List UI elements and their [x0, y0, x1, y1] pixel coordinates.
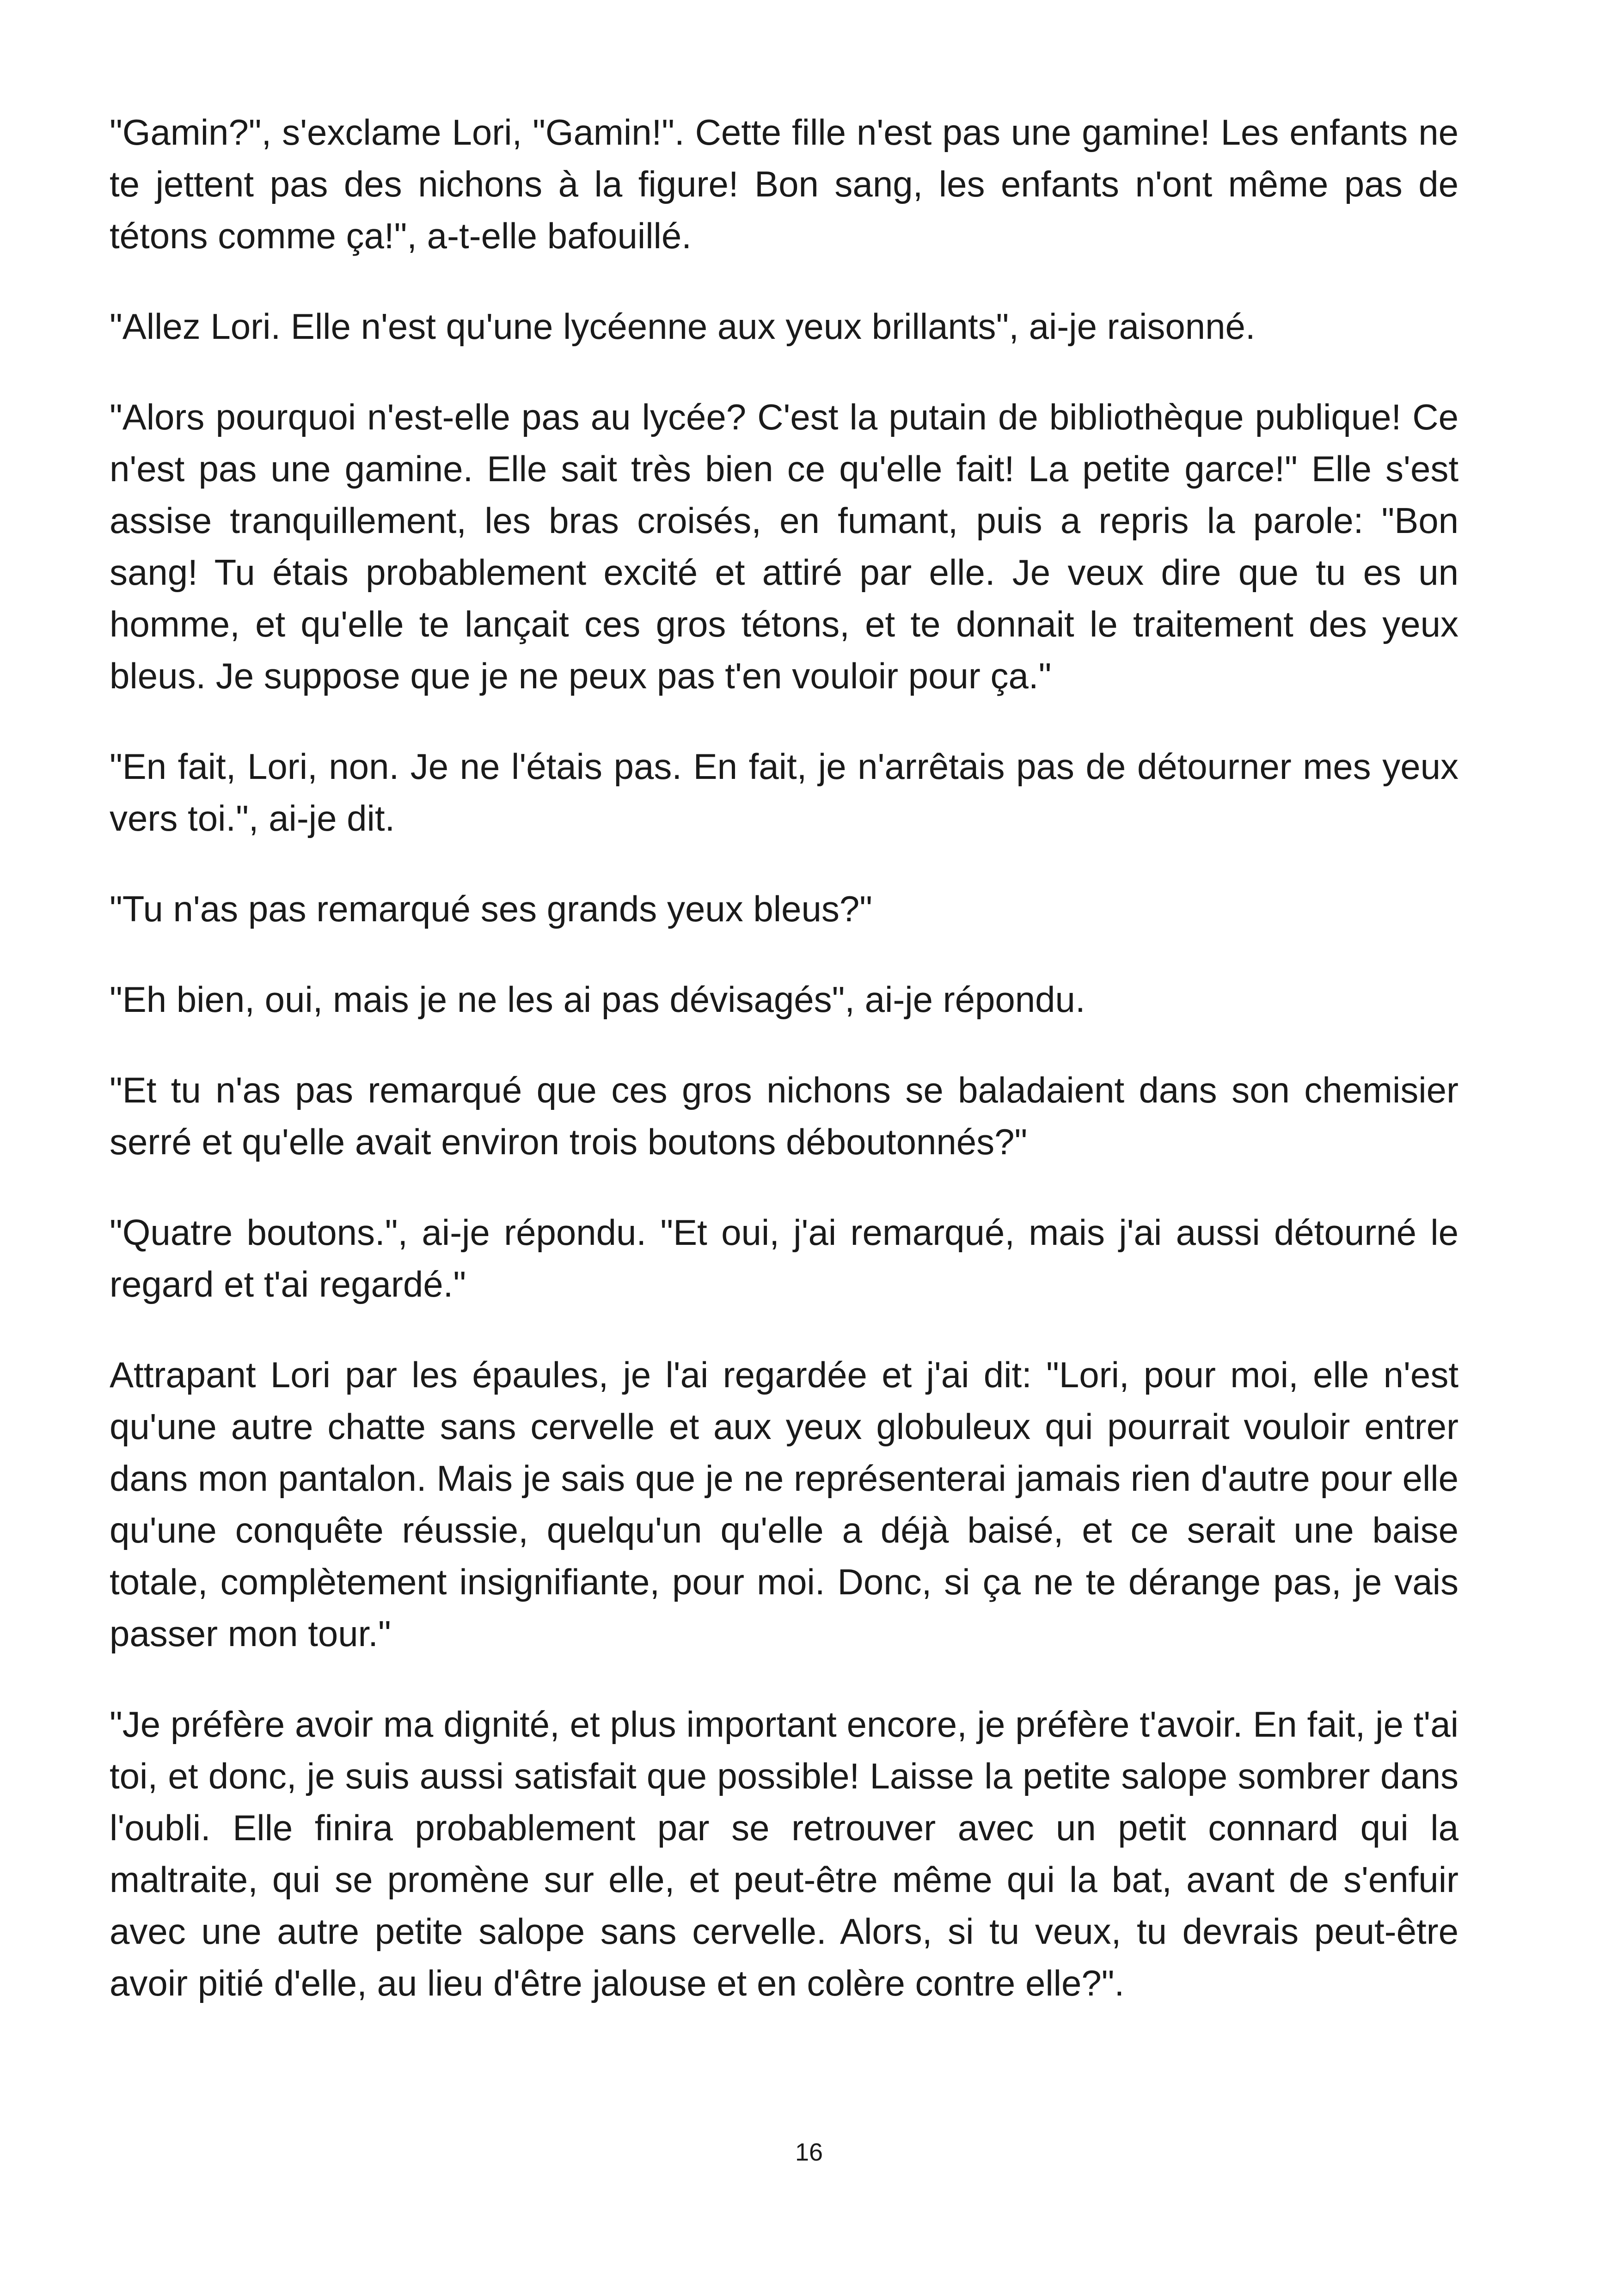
paragraph: "Allez Lori. Elle n'est qu'une lycéenne aux yeux brillants", ai-je raisonné.: [110, 306, 1256, 347]
paragraph: "Tu n'as pas remarqué ses grands yeux bleus?": [110, 888, 872, 929]
paragraph: Attrapant Lori par les épaules, je l'ai regardée et j'ai dit: "Lori, pour moi, elle n'est qu'une autre chatte sans cervelle et aux yeux globuleux qui pourrait vouloir entrer dans mon pantalon. Mais je sais que je ne représenterai jamais rien d'autre pour elle qu'une conquête réussie, quelqu'un qu'elle a déjà baisé, et ce serait une baise totale, complètement insignifiante, pour moi. Donc, si ça ne te dérange pas, je vais passer mon tour.": [110, 1354, 1459, 1654]
paragraph: "Eh bien, oui, mais je ne les ai pas dévisagés", ai-je répondu.: [110, 979, 1085, 1020]
paragraph: "Quatre boutons.", ai-je répondu. "Et oui, j'ai remarqué, mais j'ai aussi détourné le regard et t'ai regardé.": [110, 1212, 1459, 1304]
paragraph: "Je préfère avoir ma dignité, et plus important encore, je préfère t'avoir. En fait, je t'ai toi, et donc, je suis aussi satisfait que possible! Laisse la petite salope sombrer dans l'oubli. Elle finira probablement par se retrouver avec un petit connard qui la maltraite, qui se promène sur elle, et peut-être même qui la bat, avant de s'enfuir avec une autre petite salope sans cervelle. Alors, si tu veux, tu devrais peut-être avoir pitié d'elle, au lieu d'être jalouse et en colère contre elle?".: [110, 1704, 1459, 2003]
paragraph: "Gamin?", s'exclame Lori, "Gamin!". Cette fille n'est pas une gamine! Les enfants ne te jettent pas des nichons à la figure! Bon sang, les enfants n'ont même pas de tétons comme ça!", a-t-elle bafouillé.: [110, 112, 1459, 256]
paragraph: "Alors pourquoi n'est-elle pas au lycée? C'est la putain de bibliothèque publique! Ce n'est pas une gamine. Elle sait très bien ce qu'elle fait! La petite garce!" Elle s'est assise tranquillement, les bras croisés, en fumant, puis a repris la parole: "Bon sang! Tu étais probablement excité et attiré par elle. Je veux dire que tu es un homme, et qu'elle te lançait ces gros tétons, et te donnait le traitement des yeux bleus. Je suppose que je ne peux pas t'en vouloir pour ça.": [110, 397, 1459, 696]
paragraph: "Et tu n'as pas remarqué que ces gros nichons se baladaient dans son chemisier serré et qu'elle avait environ trois boutons déboutonnés?": [110, 1070, 1459, 1162]
paragraph: "En fait, Lori, non. Je ne l'étais pas. En fait, je n'arrêtais pas de détourner mes yeux vers toi.", ai-je dit.: [110, 746, 1459, 839]
body-text: [110, 106, 1459, 2009]
page-number: 16: [795, 2138, 823, 2166]
